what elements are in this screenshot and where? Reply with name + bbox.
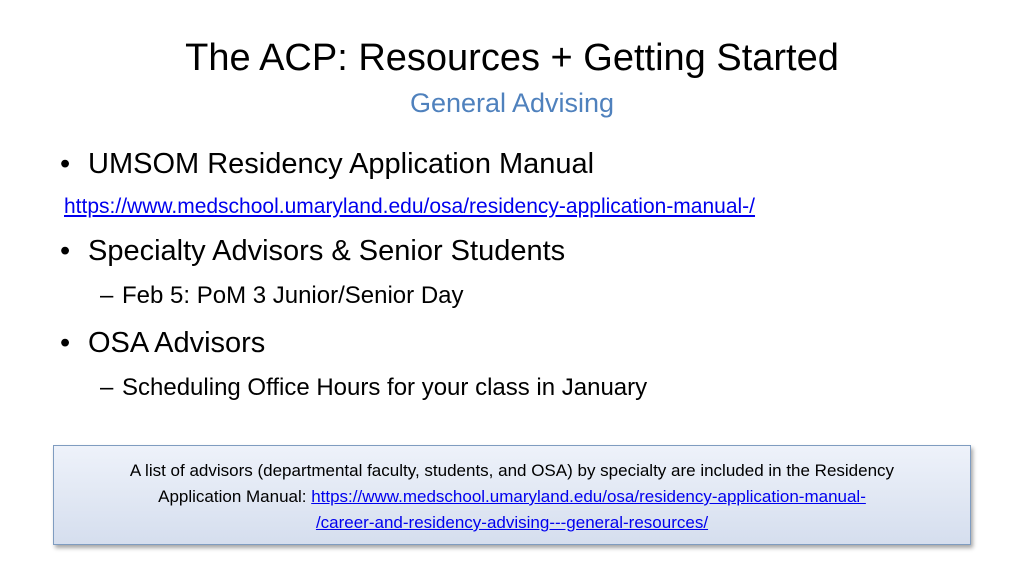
slide-title: The ACP: Resources + Getting Started <box>185 37 839 79</box>
sub-item-office-hours <box>100 373 647 403</box>
bullet-text: UMSOM Residency Application Manual <box>88 148 595 180</box>
note-line-3 <box>54 510 970 536</box>
bullet-icon: • <box>60 148 71 180</box>
note-link-part-1[interactable]: https://www.medschool.umaryland.edu/osa/residency-application-manual- <box>311 487 866 506</box>
dash-icon: – <box>100 282 114 309</box>
advisors-note-box <box>53 445 971 545</box>
sub-item-text: Scheduling Office Hours for your class in January <box>122 374 648 401</box>
dash-icon: – <box>100 374 114 401</box>
bullet-icon: • <box>60 327 71 359</box>
bullet-text: Specialty Advisors & Senior Students <box>88 235 566 267</box>
bullet-item-manual <box>60 147 594 181</box>
note-line-2-prefix: Application Manual: <box>158 487 312 506</box>
manual-link-line <box>64 194 755 220</box>
manual-link[interactable]: https://www.medschool.umaryland.edu/osa/residency-application-manual-/ <box>64 195 756 218</box>
note-link-part-2[interactable]: /career-and-residency-advising---general-resources/ <box>315 513 709 532</box>
sub-item-junior-senior-day <box>100 281 464 311</box>
note-line-1: A list of advisors (departmental faculty, students, and OSA) by specialty are included in the Residency <box>129 461 895 480</box>
bullet-icon: • <box>60 235 71 267</box>
slide-subtitle: General Advising <box>409 88 615 118</box>
sub-item-text: Feb 5: PoM 3 Junior/Senior Day <box>122 282 464 309</box>
bullet-text: OSA Advisors <box>88 327 266 359</box>
bullet-item-osa-advisors <box>60 326 265 360</box>
bullet-item-specialty-advisors <box>60 234 565 268</box>
note-line-2 <box>54 484 970 510</box>
